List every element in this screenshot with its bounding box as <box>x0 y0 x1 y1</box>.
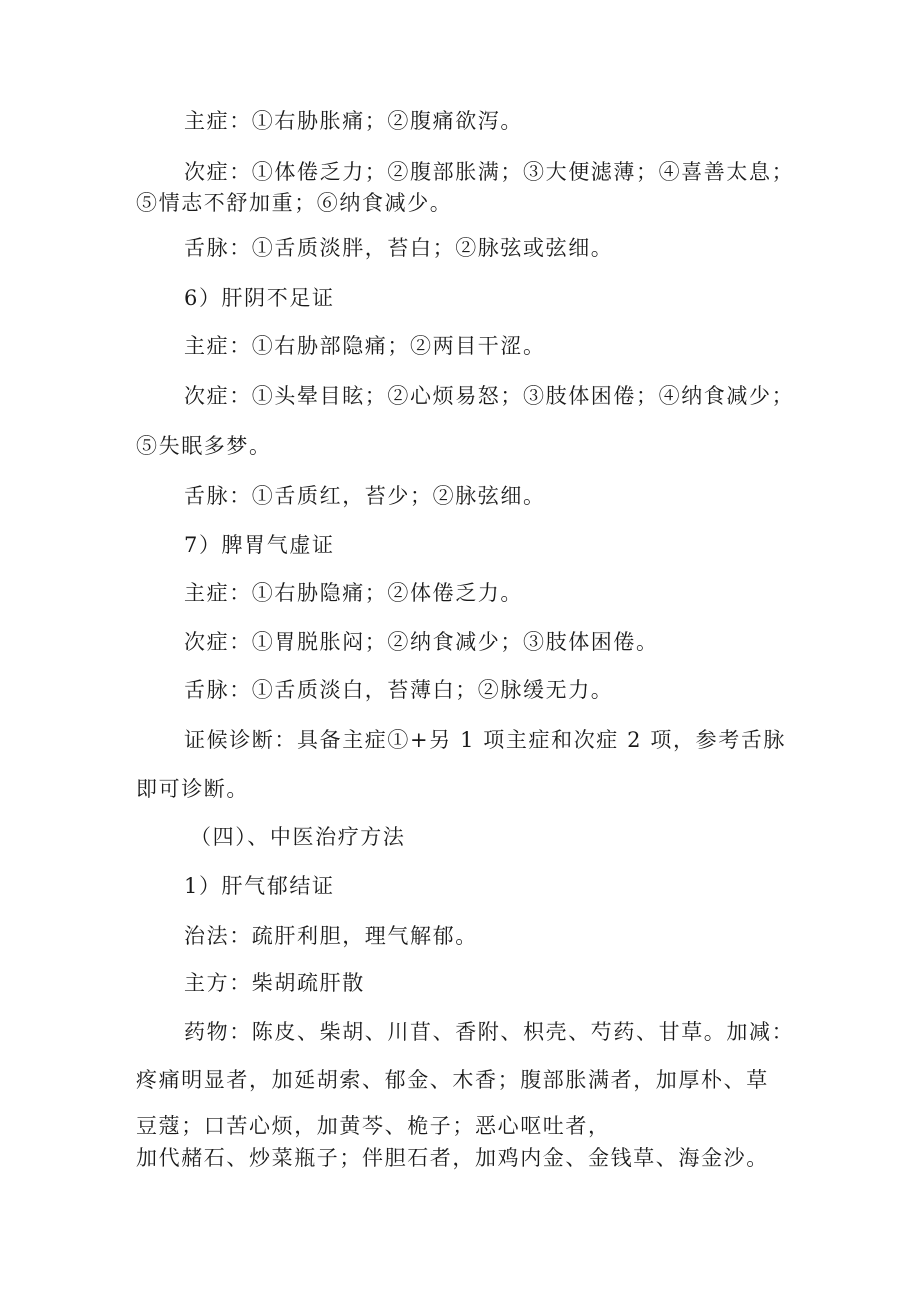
diagnosis-line-cont: 即可诊断。 <box>136 777 249 801</box>
medicine-line-cont: 加代赭石、炒菜瓶子；伴胆石者，加鸡内金、金钱草、海金沙。 <box>136 1146 769 1170</box>
tongue-pulse-line: 舌脉：①舌质淡白，苔薄白；②脉缓无力。 <box>184 678 614 702</box>
secondary-symptom-line: 次症：①体倦乏力；②腹部胀满；③大便滤薄；④喜善太息； <box>184 160 795 184</box>
section-heading-1: 1）肝气郁结证 <box>184 874 335 898</box>
secondary-symptom-line: 次症：①胃脱胀闷；②纳食减少；③肢体困倦。 <box>184 630 659 654</box>
section-heading-7: 7）脾胃气虚证 <box>184 533 335 557</box>
main-symptom-line: 主症：①右胁部隐痛；②两目干涩。 <box>184 334 546 358</box>
tongue-pulse-line: 舌脉：①舌质淡胖，苔白；②脉弦或弦细。 <box>184 236 614 260</box>
secondary-symptom-line-cont: ⑤失眠多梦。 <box>136 434 272 458</box>
medicine-line-cont: 豆蔻；口苦心烦，加黄芩、桅子；恶心呕吐者， <box>136 1114 611 1138</box>
medicine-line: 药物：陈皮、柴胡、川苜、香附、枳壳、芍药、甘草。加减： <box>184 1020 795 1044</box>
main-symptom-line: 主症：①右胁隐痛；②体倦乏力。 <box>184 581 523 605</box>
chapter-heading: （四）、中医治疗方法 <box>190 825 406 849</box>
medicine-line-cont: 疼痛明显者，加延胡索、郁金、木香；腹部胀满者，加厚朴、草 <box>136 1068 769 1092</box>
diagnosis-line: 证候诊断：具备主症①+另 1 项主症和次症 2 项，参考舌脉 <box>184 728 787 752</box>
secondary-symptom-line: 次症：①头晕目眩；②心烦易怒；③肢体困倦；④纳食减少； <box>184 384 795 408</box>
section-heading-6: 6）肝阴不足证 <box>184 286 335 310</box>
main-symptom-line: 主症：①右胁胀痛；②腹痛欲泻。 <box>184 109 523 133</box>
tongue-pulse-line: 舌脉：①舌质红，苔少；②脉弦细。 <box>184 484 546 508</box>
main-prescription-line: 主方：柴胡疏肝散 <box>184 971 365 995</box>
secondary-symptom-line-cont: ⑤情志不舒加重；⑥纳食减少。 <box>136 191 453 215</box>
treatment-method-line: 治法：疏肝利胆，理气解郁。 <box>184 924 478 948</box>
